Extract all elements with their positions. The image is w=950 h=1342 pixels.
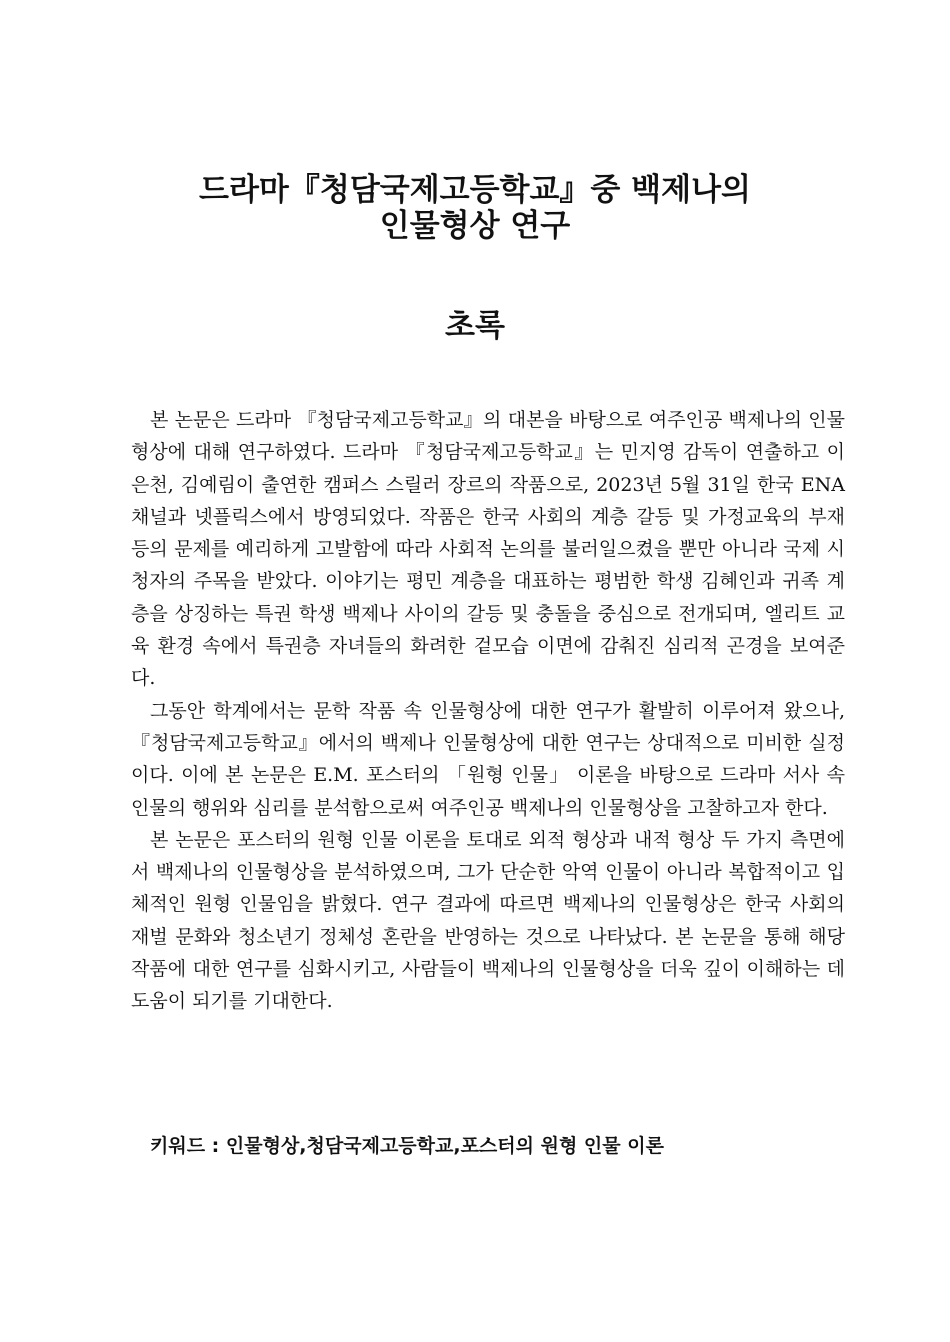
abstract-paragraph-1: 본 논문은 드라마 『청담국제고등학교』의 대본을 바탕으로 여주인공 백제나의 인물형상에 대해 연구하였다. 드라마 『청담국제고등학교』는 민지영 감독이 연출하고 이은천, 김예림이 출연한 캠퍼스 스릴러 장르의 작품으로, 2023년 5월 31일 한국 ENA 채널과 넷플릭스에서 방영되었다. 작품은 한국 사회의 계층 갈등 및 가정교육의 부재 등의 문제를 예리하게 고발함에 따라 사회적 논의를 불러일으켰을 뿐만 아니라 국제 시청자의 주목을 받았다. 이야기는 평민 계층을 대표하는 평범한 학생 김혜인과 귀족 계층을 상징하는 특권 학생 백제나 사이의 갈등 및 충돌을 중심으로 전개되며, 엘리트 교육 환경 속에서 특권층 자녀들의 화려한 겉모습 이면에 감춰진 심리적 곤경을 보여준다. — [131, 409, 845, 690]
paper-title-line-2: 인물형상 연구 — [379, 208, 571, 244]
paper-title — [0, 172, 950, 244]
abstract-paragraph-3: 본 논문은 포스터의 원형 인물 이론을 토대로 외적 형상과 내적 형상 두 가지 측면에서 백제나의 인물형상을 분석하였으며, 그가 단순한 악역 인물이 아니라 복합적이고 입체적인 원형 인물임을 밝혔다. 연구 결과에 따르면 백제나의 인물형상은 한국 사회의 재벌 문화와 청소년기 정체성 혼란을 반영하는 것으로 나타났다. 본 논문을 통해 해당 작품에 대한 연구를 심화시키고, 사람들이 백제나의 인물형상을 더욱 깊이 이해하는 데 도움이 되기를 기대한다. — [131, 828, 845, 1013]
paper-title-line-1: 드라마『청담국제고등학교』중 백제나의 — [199, 172, 751, 208]
abstract-body — [131, 404, 845, 1018]
abstract-paragraph-2: 그동안 학계에서는 문학 작품 속 인물형상에 대한 연구가 활발히 이루어져 왔으나, 『청담국제고등학교』에서의 백제나 인물형상에 대한 연구는 상대적으로 미비한 실정이다. 이에 본 논문은 E.M. 포스터의 「원형 인물」 이론을 바탕으로 드라마 서사 속 인물의 행위와 심리를 분석함으로써 여주인공 백제나의 인물형상을 고찰하고자 한다. — [131, 699, 845, 819]
abstract-heading: 초록 — [445, 308, 505, 344]
keywords: 키워드 : 인물형상,청담국제고등학교,포스터의 원형 인물 이론 — [150, 1135, 664, 1157]
